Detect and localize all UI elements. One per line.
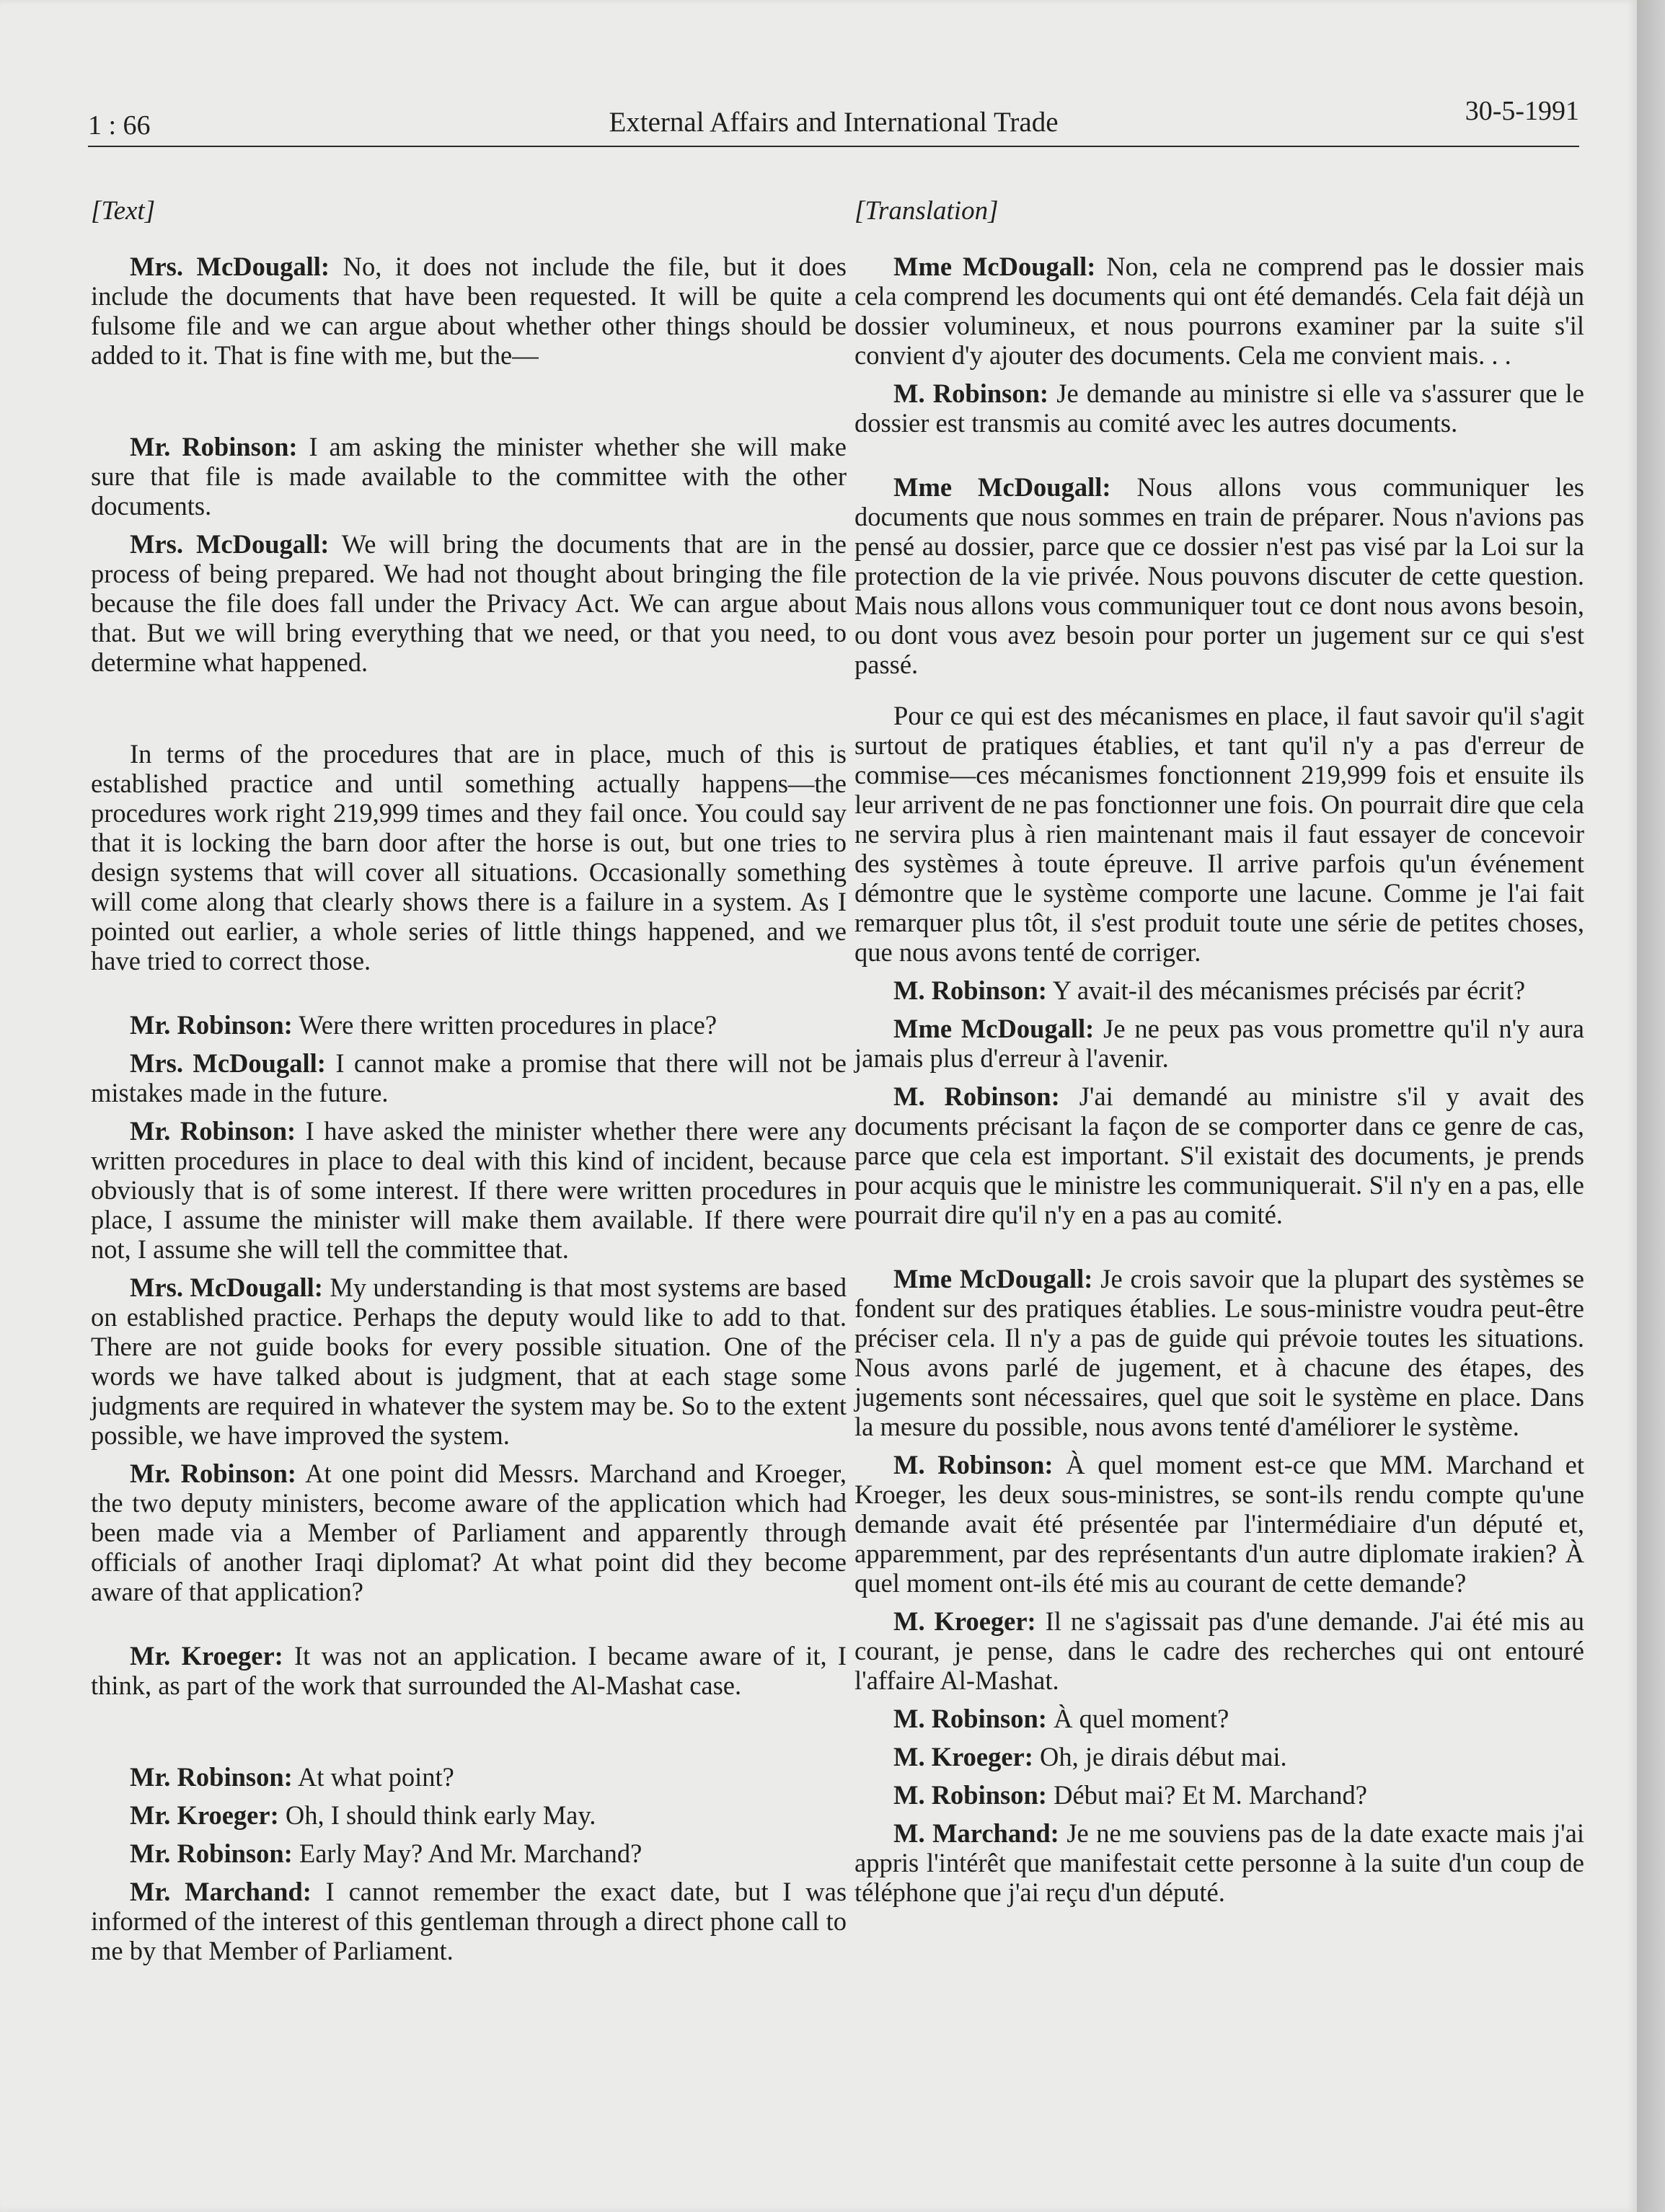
paragraph	[91, 1800, 847, 1830]
translation-tag: [Translation]	[854, 196, 999, 226]
speech-text: We will bring the documents that are in the process of being prepared. We had not thought about bringing the file because the file does fall under the Privacy Act. We can argue about that. But we will bring everything that we need, or that you need, to determine what happened.	[91, 529, 847, 677]
paragraph	[91, 1641, 847, 1700]
speech-text: It was not an application. I became aware of it, I think, as part of the work that surrounded the Al-Mashat case.	[91, 1641, 847, 1700]
english-column	[91, 196, 847, 1965]
paragraph	[91, 252, 847, 370]
speaker-name: M. Robinson:	[893, 1450, 1054, 1479]
paragraph	[854, 252, 1584, 370]
paragraph	[854, 379, 1584, 438]
speaker-name: Mr. Kroeger:	[130, 1800, 279, 1830]
speech-text: À quel moment est-ce que MM. Marchand et Kroeger, les deux sous-ministres, se sont-ils rendu compte qu'une demande avait été présentée par l'intermédiaire d'un député et, apparemment, par des représentants d'un autre diplomate irakien? À quel moment ont-ils été mis au courant de cette demande?	[854, 1450, 1584, 1598]
speech-text: Nous allons vous communiquer les documents que nous sommes en train de préparer. Nous n'avions pas pensé au dossier, parce que ce dossier n'est pas visé par la Loi sur la protection de la vie privée. Nous pouvons discuter de cette question. Mais nous allons vous communiquer tout ce dont nous avons besoin, ou dont vous avez besoin pour porter un jugement sur ce qui s'est passé.	[854, 472, 1584, 679]
paragraph	[91, 1839, 847, 1868]
speech-text: No, it does not include the file, but it does include the documents that have been requested. It will be quite a fulsome file and we can argue about whether other things should be added to it. That is fine with me, but the—	[91, 252, 847, 370]
paragraph	[854, 1742, 1584, 1771]
paragraph	[91, 1877, 847, 1965]
speaker-name: Mme McDougall:	[893, 1014, 1095, 1043]
paragraph	[854, 1450, 1584, 1598]
paragraph	[91, 1762, 847, 1792]
paragraph	[91, 1048, 847, 1107]
speech-text: À quel moment?	[1054, 1704, 1229, 1733]
speech-text: Non, cela ne comprend pas le dossier mais cela comprend les documents qui ont été demandés. Cela fait déjà un dossier volumineux, et nous pourrons examiner par la suite s'il convient d'y ajouter des documents. Cela me convient mais. . .	[854, 252, 1584, 370]
paragraph	[854, 1014, 1584, 1073]
paragraph	[91, 739, 847, 976]
speaker-name: Mr. Kroeger:	[130, 1641, 283, 1671]
speech-text: I cannot remember the exact date, but I was informed of the interest of this gentleman through a direct phone call to me by that Member of Parliament.	[91, 1877, 847, 1965]
speaker-name: Mrs. McDougall:	[130, 1048, 326, 1078]
paragraph	[91, 1010, 847, 1040]
speech-text: Oh, I should think early May.	[285, 1800, 596, 1830]
paragraph	[854, 1704, 1584, 1733]
speaker-name: M. Robinson:	[893, 1780, 1047, 1810]
speech-text: Je ne peux pas vous promettre qu'il n'y aura jamais plus d'erreur à l'avenir.	[854, 1014, 1584, 1073]
speaker-name: Mr. Robinson:	[130, 1116, 296, 1146]
paragraph	[91, 1273, 847, 1450]
speech-text: Oh, je dirais début mai.	[1040, 1742, 1287, 1771]
speech-text: Je crois savoir que la plupart des systèmes se fondent sur des pratiques établies. Le sous-ministre voudra peut-être préciser cela. Il n'y a pas de guide qui prévoie toutes les situations. Nous avons parlé de jugement, et à chacune des étapes, des jugements sont nécessaires, quel que soit le système en place. Dans la mesure du possible, nous avons tenté d'améliorer le système.	[854, 1264, 1584, 1441]
speaker-name: Mrs. McDougall:	[130, 529, 330, 559]
text-tag: [Text]	[91, 196, 156, 226]
speech-text: My understanding is that most systems are based on established practice. Perhaps the deputy would like to add to that. There are not guide books for every possible situation. One of the words we have talked about is judgment, that at each stage some judgments are required in whatever the system may be. So to the extent possible, we have improved the system.	[91, 1273, 847, 1450]
paragraph	[854, 1081, 1584, 1229]
paragraph	[854, 1264, 1584, 1441]
speech-text: In terms of the procedures that are in place, much of this is established practice and until something actually happens—the procedures work right 219,999 times and they fail once. You could say that it is locking the barn door after the horse is out, but one tries to design systems that will cover all situations. Occasionally something will come along that clearly shows there is a failure in a system. As I pointed out earlier, a whole series of little things happened, and we have tried to correct those.	[91, 739, 847, 976]
speech-text: Y avait-il des mécanismes précisés par écrit?	[1052, 976, 1526, 1005]
paragraph	[91, 1116, 847, 1264]
speaker-name: M. Robinson:	[893, 1081, 1060, 1111]
speaker-name: Mme McDougall:	[893, 472, 1111, 502]
page-edge	[1637, 0, 1665, 2212]
paragraph	[91, 1459, 847, 1606]
speaker-name: M. Robinson:	[893, 1704, 1047, 1733]
paragraph	[854, 701, 1584, 967]
speech-text: Début mai? Et M. Marchand?	[1054, 1780, 1367, 1810]
speaker-name: Mr. Robinson:	[130, 1762, 293, 1792]
speech-text: I am asking the minister whether she will make sure that file is made available to the committee with the other documents.	[91, 432, 847, 521]
speaker-name: Mme McDougall:	[893, 252, 1096, 281]
speaker-name: Mrs. McDougall:	[130, 252, 330, 281]
speaker-name: Mr. Robinson:	[130, 432, 298, 461]
page-number: 1 : 66	[88, 110, 151, 141]
speech-text: Were there written procedures in place?	[299, 1010, 717, 1040]
speaker-name: Mr. Marchand:	[130, 1877, 312, 1906]
paragraph	[854, 976, 1584, 1005]
speaker-name: Mr. Robinson:	[130, 1839, 293, 1868]
speaker-name: M. Kroeger:	[893, 1742, 1033, 1771]
speaker-name: Mme McDougall:	[893, 1264, 1093, 1293]
speech-text: At one point did Messrs. Marchand and Kroeger, the two deputy ministers, become aware of the application which had been made via a Member of Parliament and apparently through officials of another Iraqi diplomat? At what point did they become aware of that application?	[91, 1459, 847, 1606]
paragraph	[854, 1780, 1584, 1810]
speech-text: Je demande au ministre si elle va s'assurer que le dossier est transmis au comité avec les autres documents.	[854, 379, 1585, 438]
speech-text: I cannot make a promise that there will not be mistakes made in the future.	[91, 1048, 847, 1107]
speech-text: Il ne s'agissait pas d'une demande. J'ai été mis au courant, je pense, dans le cadre des recherches qui ont entouré l'affaire Al-Mashat.	[854, 1606, 1584, 1695]
speech-text: At what point?	[297, 1762, 454, 1792]
paragraph	[854, 1818, 1584, 1907]
page-date: 30-5-1991	[1465, 96, 1579, 126]
page-header	[88, 88, 1579, 147]
speech-text: I have asked the minister whether there were any written procedures in place to deal with this kind of incident, because obviously that is of some interest. If there were written procedures in place, I assume the minister will make them available. If there were not, I assume she will tell the committee that.	[91, 1116, 847, 1264]
speech-text: J'ai demandé au ministre s'il y avait des documents précisant la façon de se comporter dans ce genre de cas, parce que cela est important. S'il existait des documents, je prends pour acquis que le ministre les communiquerait. S'il n'y en a pas, elle pourrait dire qu'il n'y en a pas au comité.	[854, 1081, 1585, 1229]
speaker-name: M. Marchand:	[893, 1818, 1059, 1848]
french-column	[854, 196, 1584, 1907]
speaker-name: Mr. Robinson:	[130, 1459, 296, 1488]
paragraph	[854, 1606, 1584, 1695]
speech-text: Early May? And Mr. Marchand?	[299, 1839, 642, 1868]
speech-text: Pour ce qui est des mécanismes en place, il faut savoir qu'il s'agit surtout de pratiques établies, et tant qu'il n'y a pas d'erreur de commise—ces mécanismes fonctionnent 219,999 fois et ensuite ils leur arrivent de ne pas fonctionner une fois. On pourrait dire que cela ne servira plus à rien maintenant mais il faut essayer de concevoir des systèmes à toute épreuve. Il arrive parfois qu'un événement démontre que le système comporte une lacune. Comme je l'ai fait remarquer plus tôt, il s'est produit toute une série de petites choses, que nous avons tenté de corriger.	[854, 701, 1584, 967]
paragraph	[91, 529, 847, 677]
speaker-name: Mrs. McDougall:	[130, 1273, 323, 1302]
speaker-name: Mr. Robinson:	[130, 1010, 293, 1040]
paragraph	[854, 472, 1584, 679]
speech-text: Je ne me souviens pas de la date exacte mais j'ai appris l'intérêt que manifestait cette personne à la suite d'un coup de téléphone que j'ai reçu d'un député.	[854, 1818, 1585, 1907]
speaker-name: M. Robinson:	[893, 379, 1049, 408]
running-title: External Affairs and International Trade	[609, 107, 1059, 138]
speaker-name: M. Robinson:	[893, 976, 1047, 1005]
paragraph	[91, 432, 847, 521]
speaker-name: M. Kroeger:	[893, 1606, 1036, 1636]
